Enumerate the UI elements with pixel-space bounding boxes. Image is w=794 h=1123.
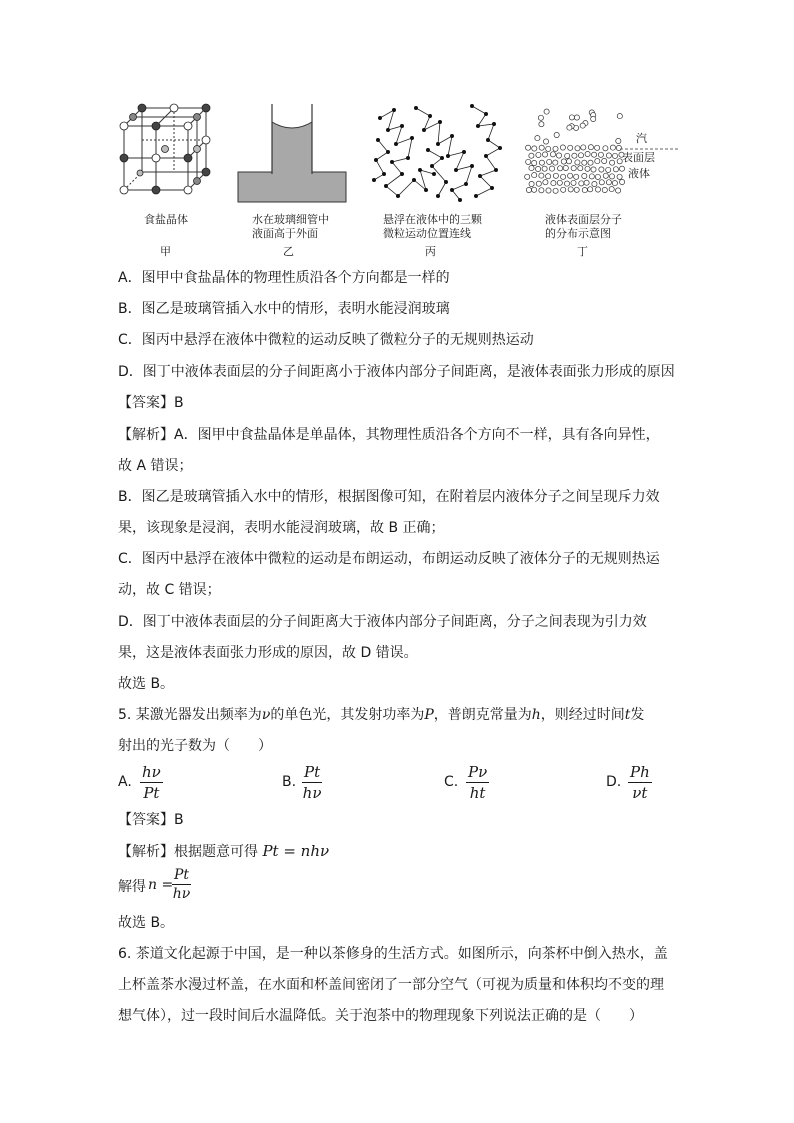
liquid-molecule — [582, 160, 587, 165]
tag-surface-layer: 表面层 — [622, 151, 655, 164]
surface-molecule — [538, 115, 543, 120]
q4-analysis-line-6: 动，故 C 错误； — [118, 582, 221, 598]
q6-stem-line-3: 想气体），过一段时间后水温降低。关于泡茶中的物理现象下列说法正确的是（ ） — [118, 1008, 643, 1024]
q5-conclusion: 故选 B。 — [118, 915, 175, 931]
liquid-molecule — [568, 145, 573, 150]
liquid-molecule — [549, 166, 554, 171]
caption-bing-line1: 悬浮在液体中的三颗 — [383, 213, 482, 226]
q6-stem-line-1: 6. 茶道文化起源于中国，是一种以茶修身的生活方式。如图所示，向茶杯中倒入热水，盖 — [118, 946, 668, 962]
liquid-molecule — [574, 174, 579, 179]
liquid-molecule — [584, 180, 589, 185]
liquid-molecule — [616, 188, 621, 193]
surface-molecule — [591, 116, 596, 121]
caption-bing-line2: 微粒运动位置连线 — [383, 227, 471, 240]
surface-molecule — [543, 139, 548, 144]
caption-yi-line2: 液面高于外面 — [252, 227, 318, 240]
surface-molecule — [554, 132, 559, 137]
liquid-molecule — [551, 181, 556, 186]
liquid-molecule — [606, 180, 611, 185]
liquid-molecule — [568, 187, 573, 192]
caption-yi — [252, 213, 329, 241]
q5-option-c-den: ht — [469, 784, 486, 802]
liquid-molecule — [588, 145, 593, 150]
q4-analysis-line-2: 故 A 错误； — [118, 458, 193, 474]
q5-option-b-den: hν — [302, 784, 322, 802]
liquid-molecule — [557, 180, 562, 185]
liquid-molecule — [539, 160, 544, 165]
liquid-molecule — [532, 160, 537, 165]
liquid-molecule — [589, 174, 594, 179]
liquid-molecule — [588, 160, 593, 165]
liquid-molecule — [566, 159, 571, 164]
q5-option-c-fraction — [466, 762, 489, 803]
liquid-molecule — [546, 174, 551, 179]
q5-option-b-label: B. — [282, 774, 297, 790]
q4-option-d: D．图丁中液体表面层的分子间距离小于液体内部分子间距离，是液体表面张力形成的原因 — [118, 364, 675, 380]
tag-liquid: 液体 — [628, 167, 650, 180]
surface-molecule — [535, 136, 540, 141]
liquid-molecule — [529, 181, 534, 186]
symbol-h: h — [531, 707, 541, 723]
liquid-molecule — [563, 165, 568, 170]
liquid-molecule — [595, 145, 600, 150]
liquid-molecule — [553, 188, 558, 193]
surface-molecule — [617, 114, 622, 119]
liquid-molecule — [565, 153, 570, 158]
q5-option-d-den: νt — [632, 784, 648, 802]
q5-option-b-num: Pt — [304, 763, 321, 781]
liquid-molecule — [603, 173, 608, 178]
q6-stem-line-2: 上杯盖茶水漫过杯盖，在水面和杯盖间密闭了一部分空气（可视为质量和体积均不变的理 — [118, 977, 664, 993]
liquid-molecule — [536, 152, 541, 157]
figure-surface-layer — [522, 100, 632, 204]
liquid-molecule — [595, 174, 600, 179]
liquid-molecule — [539, 173, 544, 178]
liquid-molecule — [526, 145, 531, 150]
liquid-molecule — [598, 152, 603, 157]
liquid-molecule — [595, 159, 600, 164]
q5-answer: 【答案】B — [118, 812, 184, 828]
q5-option-d-label: D. — [606, 774, 622, 790]
liquid-molecule — [619, 166, 624, 171]
figure-nacl-crystal — [118, 100, 214, 200]
liquid-molecule — [612, 153, 617, 158]
liquid-molecule — [571, 166, 576, 171]
liquid-molecule — [595, 187, 600, 192]
liquid-molecule — [620, 179, 625, 184]
liquid-molecule — [572, 153, 577, 158]
liquid-molecule — [550, 152, 555, 157]
liquid-molecule — [592, 152, 597, 157]
q4-analysis-line-7: D．图丁中液体表面层的分子间距离大于液体内部分子间距离，分子之间表现为引力效 — [118, 614, 647, 630]
q5-stem-e: 发 — [630, 707, 645, 723]
q4-analysis-line-4: 果，该现象是浸润，表明水能浸润玻璃，故 B 正确； — [118, 520, 445, 536]
liquid-molecule — [556, 153, 561, 158]
liquid-molecule — [546, 188, 551, 193]
tag-vapor: 汽 — [636, 132, 647, 145]
liquid-molecule — [578, 153, 583, 158]
liquid-molecule — [610, 160, 615, 165]
caption-ding-line2: 的分布示意图 — [545, 227, 611, 240]
liquid-molecule — [529, 153, 534, 158]
q5-option-c-label: C. — [444, 774, 459, 790]
q5-solve-den: hν — [172, 886, 191, 902]
label-ding: 丁 — [577, 245, 588, 258]
liquid-molecule — [612, 181, 617, 186]
q5-stem-b: 的单色光，其发射功率为 — [270, 707, 425, 723]
q5-analysis-text: 【解析】根据题意可得 — [118, 844, 258, 860]
q5-stem-d: ，则经过时间 — [540, 707, 625, 723]
liquid-molecule — [546, 146, 551, 151]
liquid-molecule — [558, 166, 563, 171]
q4-option-a: A．图甲中食盐晶体的物理性质沿各个方向都是一样的 — [118, 270, 450, 286]
liquid-molecule — [585, 166, 590, 171]
liquid-molecule — [561, 174, 566, 179]
figure-capillary-tube — [236, 100, 348, 204]
liquid-molecule — [603, 146, 608, 151]
liquid-molecule — [606, 167, 611, 172]
q5-solve-fraction — [172, 866, 191, 903]
q5-solve-text: 解得 — [118, 879, 146, 895]
liquid-molecule — [582, 188, 587, 193]
liquid-molecule — [610, 145, 615, 150]
caption-ding — [545, 213, 622, 241]
liquid-molecule — [578, 166, 583, 171]
liquid-molecule — [588, 187, 593, 192]
liquid-molecule — [532, 173, 537, 178]
liquid-molecule — [568, 173, 573, 178]
liquid-molecule — [582, 173, 587, 178]
liquid-molecule — [561, 187, 566, 192]
liquid-molecule — [525, 174, 530, 179]
liquid-molecule — [553, 173, 558, 178]
liquid-molecule — [539, 188, 544, 193]
q5-solve-lhs: n = — [148, 877, 174, 893]
q4-option-c: C．图丙中悬浮在液体中微粒的运动反映了微粒分子的无规则热运动 — [118, 332, 534, 348]
liquid-molecule — [606, 153, 611, 158]
surface-molecule — [544, 109, 549, 114]
liquid-molecule — [609, 187, 614, 192]
q5-stem-line2: 射出的光子数为（ ） — [118, 738, 272, 754]
liquid-molecule — [609, 174, 614, 179]
q5-option-d-num: Ph — [630, 763, 650, 781]
liquid-molecule — [602, 158, 607, 163]
q4-analysis-line-3: B．图乙是玻璃管插入水中的情形，根据图像可知，在附着层内液体分子之间呈现斥力效 — [118, 489, 660, 505]
q4-analysis-line-5: C．图丙中悬浮在液体中微粒的运动是布朗运动，布朗运动反映了液体分子的无规则热运 — [118, 551, 660, 567]
liquid-molecule — [592, 181, 597, 186]
liquid-molecule — [579, 181, 584, 186]
q4-conclusion: 故选 B。 — [118, 676, 175, 692]
q5-option-c-num: Pν — [468, 763, 488, 781]
surface-molecule — [539, 122, 544, 127]
q5-stem-c: ，普朗克常量为 — [433, 707, 532, 723]
liquid-molecule — [575, 146, 580, 151]
q5-equation: Pt = nhν — [262, 842, 330, 860]
surface-molecule — [574, 115, 579, 120]
liquid-molecule — [574, 187, 579, 192]
caption-yi-line1: 水在玻璃细管中 — [252, 213, 329, 226]
label-jia: 甲 — [160, 245, 171, 258]
liquid-molecule — [542, 152, 547, 157]
liquid-molecule — [571, 180, 576, 185]
surface-molecule — [569, 115, 574, 120]
liquid-molecule — [526, 187, 531, 192]
surface-boundary-line — [620, 148, 680, 150]
liquid-molecule — [564, 181, 569, 186]
surface-molecule — [567, 125, 572, 130]
liquid-molecule — [585, 151, 590, 156]
liquid-molecule — [536, 166, 541, 171]
caption-bing — [383, 213, 482, 241]
caption-ding-line1: 液体表面层分子 — [545, 213, 622, 226]
q4-analysis-line-1: 【解析】A．图甲中食盐晶体是单晶体，其物理性质沿各个方向不一样，具有各向异性， — [118, 427, 660, 443]
q5-stem-a: 5. 某激光器发出频率为 — [118, 707, 262, 723]
liquid-molecule — [526, 159, 531, 164]
q5-option-a-den: Pt — [143, 784, 160, 802]
liquid-molecule — [529, 166, 534, 171]
q5-option-a-label: A. — [118, 774, 132, 790]
q5-option-a-num: hν — [142, 763, 161, 781]
liquid-molecule — [542, 166, 547, 171]
liquid-molecule — [591, 167, 596, 172]
caption-jia: 食盐晶体 — [144, 213, 188, 226]
surface-molecule — [580, 123, 585, 128]
liquid-molecule — [543, 180, 548, 185]
liquid-molecule — [536, 181, 541, 186]
liquid-molecule — [553, 160, 558, 165]
liquid-molecule — [575, 160, 580, 165]
figure-brownian-motion — [368, 100, 504, 204]
liquid-molecule — [561, 159, 566, 164]
liquid-molecule — [581, 145, 586, 150]
q4-option-b: B．图乙是玻璃管插入水中的情形，表明水能浸润玻璃 — [118, 301, 450, 317]
q5-option-a-fraction — [140, 762, 163, 803]
q5-option-b-fraction — [302, 762, 322, 803]
liquid-molecule — [532, 187, 537, 192]
liquid-molecule — [617, 174, 622, 179]
q4-answer: 【答案】B — [118, 395, 184, 411]
q4-analysis-line-8: 果，这是液体表面张力形成的原因，故 D 错误。 — [118, 645, 418, 661]
liquid-molecule — [553, 146, 558, 151]
label-bing: 丙 — [425, 245, 436, 258]
q5-solve-num: Pt — [174, 867, 190, 883]
q5-analysis — [118, 841, 329, 862]
liquid-molecule — [560, 145, 565, 150]
liquid-molecule — [613, 167, 618, 172]
liquid-molecule — [599, 167, 604, 172]
liquid-molecule — [599, 180, 604, 185]
symbol-t: t — [624, 707, 631, 723]
liquid-molecule — [602, 187, 607, 192]
symbol-P: P — [424, 707, 434, 723]
liquid-molecule — [539, 145, 544, 150]
surface-molecule — [616, 138, 621, 143]
liquid-molecule — [547, 159, 552, 164]
liquid-molecule — [532, 146, 537, 151]
q5-stem — [118, 705, 644, 725]
q5-option-d-fraction — [628, 762, 652, 803]
symbol-nu: ν — [261, 707, 271, 723]
label-yi: 乙 — [283, 245, 294, 258]
